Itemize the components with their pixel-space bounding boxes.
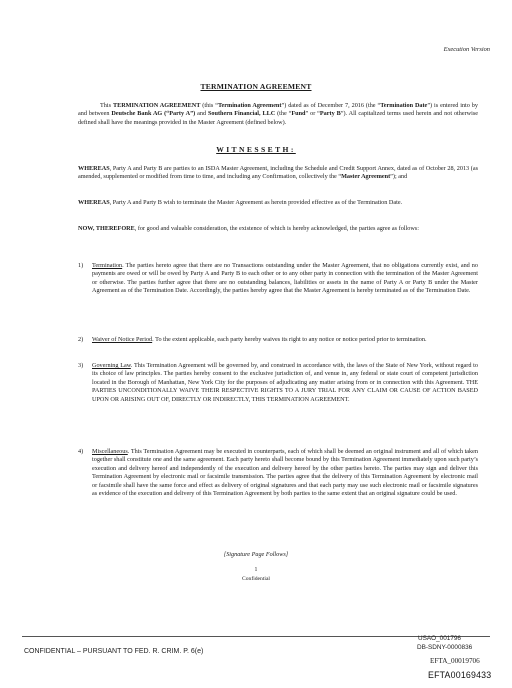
section-heading: Waiver of Notice Period bbox=[92, 336, 153, 343]
section-heading: Governing Law bbox=[92, 362, 131, 369]
now-therefore-paragraph: NOW, THEREFORE, for good and valuable consideration, the existence of which is hereby acknowledged, the parties agree as follows: bbox=[78, 225, 419, 232]
page-number: 1 bbox=[254, 567, 258, 573]
section-number: 1) bbox=[78, 262, 84, 269]
signature-page-follows: [Signature Page Follows] bbox=[223, 551, 289, 558]
section-heading: Miscellaneous bbox=[92, 448, 128, 455]
section-text: Waiver of Notice Period. To the extent applicable, each party hereby waives its right to any notice or notice period prior to termination. bbox=[92, 336, 427, 343]
section-number: 3) bbox=[78, 362, 84, 369]
efta-stamp-serif: EFTA_00019706 bbox=[430, 657, 480, 665]
section-text: Termination. The parties hereto agree that there are no Transactions outstanding under the Master Agreement, that no obligations currently exist, and no payments are owed or will be owed by Party A and Party B to each other or to any other party in connection with the termination of the Master Agreement or otherwise. The parties further agree that there are no outstanding balances, liabilities or assets in the name of Party A or Party B under the Master Agreement as of the Termination Date. Accordingly, the parties hereby agree that the Master Agreement is hereby terminated as of the Termination Date. bbox=[92, 262, 478, 295]
section-heading: Termination bbox=[92, 262, 123, 269]
whereas-paragraph-1: WHEREAS, Party A and Party B are parties to an ISDA Master Agreement, including the Schedule and Credit Support Annex, dated as of October 28, 2013 (as amended, supplemented or modified from time to time, and including any Confirmation, collectively the “Master Agreement”); and bbox=[78, 165, 478, 181]
witnesseth-heading: WITNESSETH: bbox=[216, 145, 296, 154]
whereas-paragraph-2: WHEREAS, Party A and Party B wish to terminate the Master Agreement as herein provided effective as of the Termination Date. bbox=[78, 199, 403, 206]
confidential-label: Confidential bbox=[242, 576, 270, 582]
bates-db: DB-SDNY-0000836 bbox=[417, 644, 473, 651]
section-number: 2) bbox=[78, 336, 84, 343]
section-text: Governing Law. This Termination Agreement will be governed by, and construed in accordance with, the laws of the State of New York, without regard to its choice of law principles. The parties hereby consent to the exclusive jurisdiction of, and venue in, any federal or state court of competent jurisdiction located in the Borough of Manhattan, New York City for the purposes of adjudicating any matter arising from or in connection with this Agreement. THE PARTIES UNCONDITIONALLY WAIVE THEIR RESPECTIVE RIGHTS TO A JURY TRIAL FOR ANY CLAIM OR CAUSE OF ACTION BASED UPON OR ARISING OUT OF, DIRECTLY OR INDIRECTLY, THIS TERMINATION AGREEMENT. bbox=[92, 362, 478, 403]
intro-paragraph: This TERMINATION AGREEMENT (this “Termination Agreement”) dated as of December 7, 2016 (the “Termination Date”) is entered into by and between Deutsche Bank AG (“Party A”) and Southern Financial, LLC (the “Fund” or “Party B”). All capitalized terms used herein and not otherwise defined shall have the meanings provided in the Master Agreement (defined below). bbox=[78, 102, 479, 126]
section-text: Miscellaneous. This Termination Agreement may be executed in counterparts, each of which shall be deemed an original instrument and all of which taken together shall constitute one and the same agreement. Each party hereto shall become bound by this Termination Agreement immediately upon such party’s execution and delivery hereof and independently of the execution and delivery hereof by the other parties hereto. The parties may sign and deliver this Termination Agreement by electronic mail or facsimile transmission. The parties agree that the delivery of this Termination Agreement by electronic mail or facsimile shall have the same force and effect as delivery of original signatures and that each party may use such electronic mail or facsimile signatures as evidence of the execution and delivery of this Termination Agreement by both parties to the same extent that an original signature could be used. bbox=[92, 448, 478, 498]
section-number: 4) bbox=[78, 448, 84, 455]
execution-version-label: Execution Version bbox=[443, 46, 490, 53]
document-title: TERMINATION AGREEMENT bbox=[200, 82, 312, 91]
efta-stamp: EFTA00169433 bbox=[428, 670, 492, 680]
confidentiality-footer: CONFIDENTIAL – PURSUANT TO FED. R. CRIM. P. 6(e) bbox=[24, 648, 204, 655]
bates-usao: USAO_001796 bbox=[418, 635, 461, 642]
